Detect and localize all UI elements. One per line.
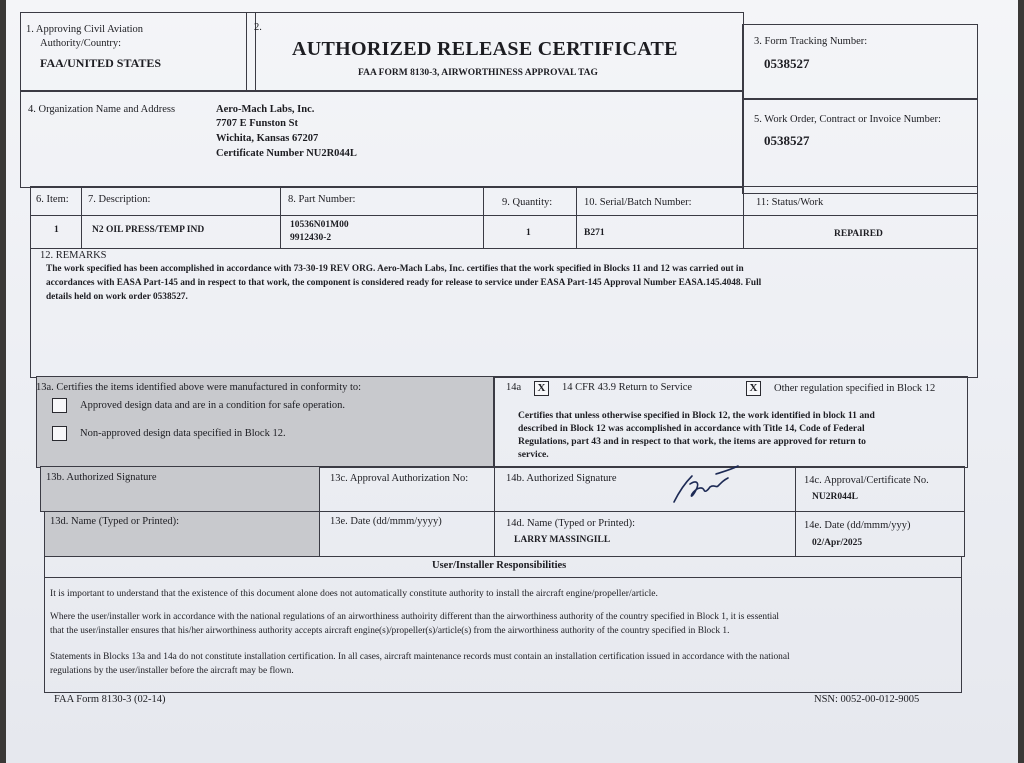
org-certificate: Certificate Number NU2R044L xyxy=(216,148,357,159)
return-to-service-checkbox[interactable]: X xyxy=(534,381,549,396)
block-14a-cert-line-3: Regulations, part 43 and in respect to that work, the items are approved for return to xyxy=(518,436,866,447)
remarks-label: 12. REMARKS xyxy=(40,250,107,261)
block-13a-label: 13a. Certifies the items identified above were manufactured in conformity to: xyxy=(36,382,362,393)
block-3-label: 3. Form Tracking Number: xyxy=(754,36,868,47)
row-description: N2 OIL PRESS/TEMP IND xyxy=(92,225,205,235)
block-13d-label: 13d. Name (Typed or Printed): xyxy=(50,516,180,527)
block-14a-cert-line-2: described in Block 12 was accomplished in accordance with Title 14, Code of Federal xyxy=(518,423,865,434)
block-1-value: FAA/UNITED STATES xyxy=(40,56,162,70)
header-part-number: 8. Part Number: xyxy=(288,194,356,205)
responsibilities-para-3-line-1: Statements in Blocks 13a and 14a do not constitute installation certification. In all cases, aircraft maintenance records must contain an installation certification issued in accordance with the national xyxy=(50,652,790,662)
org-name: Aero-Mach Labs, Inc. xyxy=(216,104,315,115)
block-14e-box xyxy=(795,511,965,557)
certificate-document xyxy=(6,0,1018,763)
block-3-value: 0538527 xyxy=(764,56,810,71)
header-quantity: 9. Quantity: xyxy=(502,197,553,208)
design-data-option-2: Non-approved design data specified in Block 12. xyxy=(80,428,286,439)
responsibilities-para-2-line-2: that the user/installer ensures that his/her airworthiness authority accepts aircraft engine(s)/propeller(s)/article(s) from the airworthiness authority of the country specified in Block 1. xyxy=(50,626,730,636)
row-serial: B271 xyxy=(584,228,605,238)
authorized-signature xyxy=(666,460,746,508)
block-14c-box xyxy=(795,466,965,512)
row-status: REPAIRED xyxy=(834,229,883,239)
block-2-label: 2. xyxy=(254,22,262,33)
header-item: 6. Item: xyxy=(36,194,69,205)
block-14d-value: LARRY MASSINGILL xyxy=(514,535,611,545)
responsibilities-para-1: It is important to understand that the existence of this document alone does not automatically constitute authority to install the aircraft engine/propeller/article. xyxy=(50,588,658,599)
org-city: Wichita, Kansas 67207 xyxy=(216,133,319,144)
block-5-value: 0538527 xyxy=(764,133,810,148)
block-14a-cert-line-4: service. xyxy=(518,449,549,460)
block-13b-label: 13b. Authorized Signature xyxy=(46,472,157,483)
row-part-number-1: 10536N01M00 xyxy=(290,220,349,230)
block-4-label: 4. Organization Name and Address xyxy=(28,104,176,115)
design-data-checkbox-2[interactable] xyxy=(52,426,67,441)
design-data-checkbox-1[interactable] xyxy=(52,398,67,413)
design-data-option-1: Approved design data and are in a condition for safe operation. xyxy=(80,400,346,411)
footer-form-id: FAA Form 8130-3 (02-14) xyxy=(54,694,166,705)
block-1-label-line2: Authority/Country: xyxy=(40,38,122,49)
remarks-line-3: details held on work order 0538527. xyxy=(46,292,188,302)
row-item: 1 xyxy=(54,225,59,235)
block-13e-label: 13e. Date (dd/mmm/yyyy) xyxy=(330,516,442,527)
responsibilities-title: User/Installer Responsibilities xyxy=(432,560,567,571)
block-5-label: 5. Work Order, Contract or Invoice Number: xyxy=(754,114,941,125)
block-14b-label: 14b. Authorized Signature xyxy=(506,473,617,484)
row-part-number-2: 9912430-2 xyxy=(290,233,332,243)
responsibilities-para-3-line-2: regulations by the user/installer before the aircraft may be flown. xyxy=(50,666,294,676)
header-status: 11: Status/Work xyxy=(756,197,824,208)
row-quantity: 1 xyxy=(526,228,531,238)
page-title: AUTHORIZED RELEASE CERTIFICATE xyxy=(292,38,678,60)
org-street: 7707 E Funston St xyxy=(216,118,298,129)
header-serial: 10. Serial/Batch Number: xyxy=(584,197,692,208)
block-14c-label: 14c. Approval/Certificate No. xyxy=(804,475,929,486)
other-regulation-checkbox[interactable]: X xyxy=(746,381,761,396)
block-14a-cert-line-1: Certifies that unless otherwise specified in Block 12, the work identified in block 11 and xyxy=(518,410,875,421)
remarks-line-2: accordances with EASA Part-145 and in respect to that work, the component is considered ready for release to service under EASA Part-145 Approval Number EASA.145.4048. Full xyxy=(46,278,762,288)
block-14d-label: 14d. Name (Typed or Printed): xyxy=(506,518,636,529)
block-14a-label: 14a xyxy=(506,382,522,393)
responsibilities-para-2-line-1: Where the user/installer work in accordance with the national regulations of an airworthiness authoirity different than the airworthiness authority of the country specified in Block 1, it is essential xyxy=(50,612,780,622)
block-14e-value: 02/Apr/2025 xyxy=(812,538,863,548)
block-13c-label: 13c. Approval Authorization No: xyxy=(330,473,469,484)
block-14c-value: NU2R044L xyxy=(812,492,858,502)
block-14e-label: 14e. Date (dd/mmm/yyy) xyxy=(804,520,911,531)
footer-nsn: NSN: 0052-00-012-9005 xyxy=(814,694,920,705)
other-regulation-label: Other regulation specified in Block 12 xyxy=(774,383,936,394)
block-1-label-line1: 1. Approving Civil Aviation xyxy=(26,24,144,35)
remarks-line-1: The work specified has been accomplished in accordance with 73-30-19 REV ORG. Aero-Mach Labs, Inc. certifies that the work specified in Blocks 11 and 12 was carried out in xyxy=(46,264,744,274)
header-description: 7. Description: xyxy=(88,194,151,205)
return-to-service-label: 14 CFR 43.9 Return to Service xyxy=(562,382,693,393)
page-subtitle: FAA FORM 8130-3, AIRWORTHINESS APPROVAL TAG xyxy=(358,68,598,78)
